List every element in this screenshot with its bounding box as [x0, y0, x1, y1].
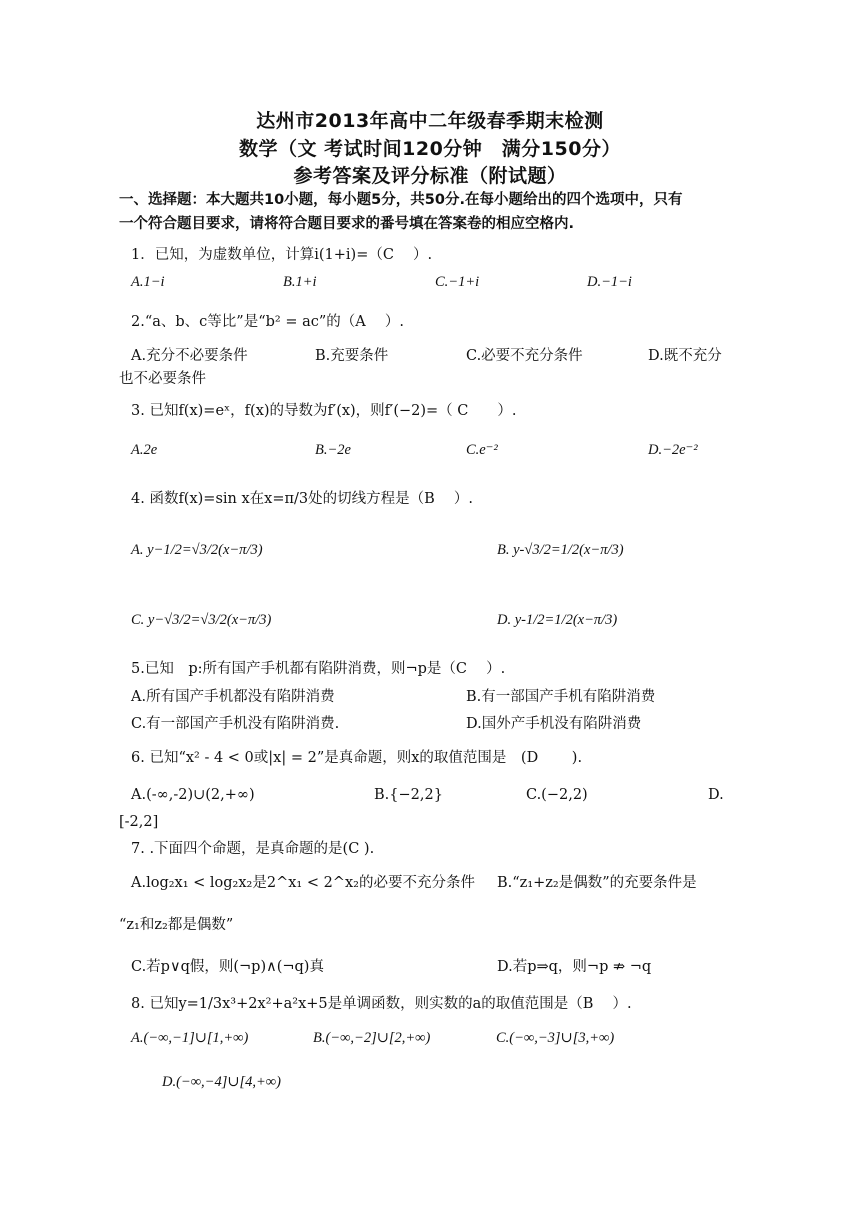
- q1-option-d: D.−1−i: [587, 274, 632, 290]
- doc-title: 达州市2013年高中二年级春季期末检测: [256, 110, 604, 132]
- q7-stem: 7. .下面四个命题，是真命题的是(C ).: [131, 841, 375, 857]
- q5-option-d: D.国外产手机没有陷阱消费: [466, 716, 642, 732]
- q7-option-a: A.log₂x₁ < log₂x₂是2^x₁ < 2^x₂的必要不充分条件: [131, 875, 475, 891]
- doc-subtitle: 数学（文 考试时间120分钟 满分150分）: [239, 138, 621, 160]
- q8-option-b: B.(−∞,−2]∪[2,+∞): [313, 1030, 431, 1046]
- q4-stem: 4. 函数f(x)=sin x在x=π/3处的切线方程是（B ）.: [131, 491, 473, 507]
- q6-option-b: B.{−2,2}: [374, 787, 443, 803]
- doc-answer-title: 参考答案及评分标准（附试题）: [293, 165, 567, 187]
- q7-option-b: B.“z₁+z₂是偶数”的充要条件是: [497, 875, 697, 891]
- q4-option-b: B. y-√3/2=1/2(x−π/3): [497, 542, 624, 558]
- q7-option-c: C.若p∨q假，则(¬p)∧(¬q)真: [131, 959, 324, 975]
- q6-option-d-wrap: [-2,2]: [119, 814, 159, 830]
- q1-option-c: C.−1+i: [435, 274, 480, 290]
- q5-option-b: B.有一部国产手机有陷阱消费: [466, 689, 656, 705]
- q5-stem: 5.已知 p:所有国产手机都有陷阱消费，则¬p是（C ）.: [131, 661, 506, 677]
- q8-stem: 8. 已知y=1/3x³+2x²+a²x+5是单调函数，则实数的a的取值范围是（B ）.: [131, 996, 632, 1012]
- q2-option-b: B.充要条件: [315, 348, 389, 364]
- q6-option-d: D.: [708, 787, 724, 803]
- q4-option-d: D. y-1/2=1/2(x−π/3): [497, 612, 618, 628]
- q1-stem: 1．已知，为虚数单位，计算i(1+i)=（C ）.: [131, 247, 433, 263]
- q5-option-a: A.所有国产手机都没有陷阱消费: [131, 689, 335, 705]
- q6-option-a: A.(-∞,-2)∪(2,+∞): [131, 787, 255, 803]
- q2-stem: 2.“a、b、c等比”是“b² = ac”的（A ）.: [131, 314, 404, 330]
- q2-option-c: C.必要不充分条件: [466, 348, 583, 364]
- q3-option-a: A.2e: [131, 442, 158, 458]
- q2-option-d-wrap: 也不必要条件: [119, 371, 206, 387]
- section-title-line1: 一、选择题：本大题共10小题，每小题5分，共50分.在每小题给出的四个选项中，只有: [119, 192, 683, 208]
- q3-option-b: B.−2e: [315, 442, 351, 458]
- q4-option-c: C. y−√3/2=√3/2(x−π/3): [131, 612, 272, 628]
- q4-option-a: A. y−1/2=√3/2(x−π/3): [131, 542, 263, 558]
- q6-option-c: C.(−2,2): [526, 787, 588, 803]
- q8-option-a: A.(−∞,−1]∪[1,+∞): [131, 1030, 249, 1046]
- q3-option-c: C.e⁻²: [466, 442, 498, 458]
- q6-stem: 6. 已知“x² - 4 < 0或|x| = 2”是真命题，则x的取值范围是 (D ).: [131, 750, 583, 766]
- q1-option-b: B.1+i: [283, 274, 317, 290]
- q7-option-d: D.若p⇒q，则¬p ⇏ ¬q: [497, 959, 652, 975]
- q2-option-a: A.充分不必要条件: [131, 348, 248, 364]
- q8-option-c: C.(−∞,−3]∪[3,+∞): [496, 1030, 615, 1046]
- q5-option-c: C.有一部国产手机没有陷阱消费.: [131, 716, 340, 732]
- q3-option-d: D.−2e⁻²: [648, 442, 698, 458]
- q1-option-a: A.1−i: [131, 274, 165, 290]
- q7-option-b-wrap: “z₁和z₂都是偶数”: [119, 917, 234, 933]
- q2-option-d: D.既不充分: [648, 348, 722, 364]
- q3-stem: 3. 已知f(x)=eˣ，f(x)的导数为f′(x)，则f′(−2)=（ C ）.: [131, 403, 517, 419]
- section-title-line2: 一个符合题目要求，请将符合题目要求的番号填在答案卷的相应空格内.: [119, 216, 575, 232]
- q8-option-d: D.(−∞,−4]∪[4,+∞): [162, 1074, 281, 1090]
